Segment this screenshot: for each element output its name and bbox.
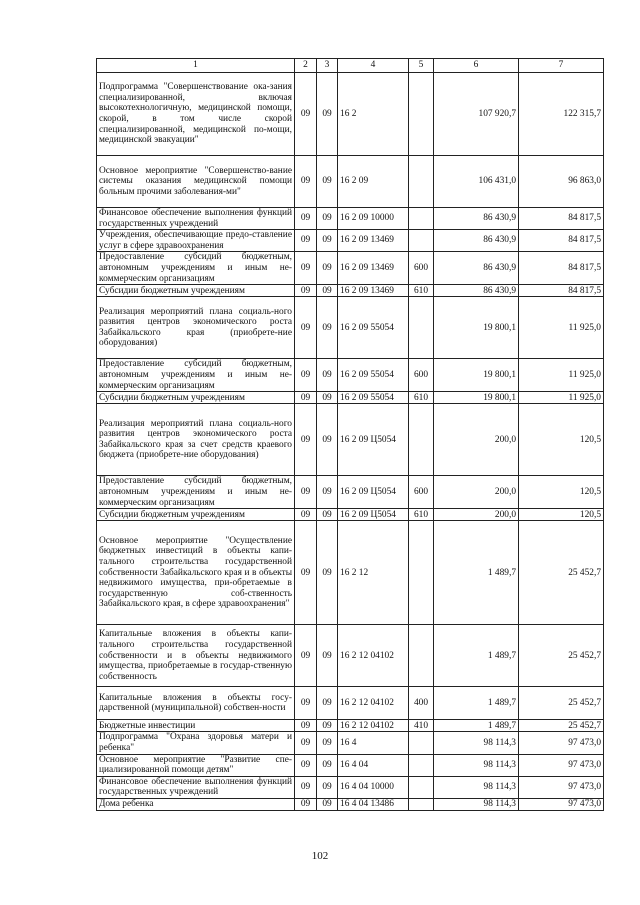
row-name: Субсидии бюджетным учреждениям bbox=[97, 392, 295, 404]
table-row bbox=[97, 754, 604, 776]
row-name: Финансовое обеспечение выполнения функций государственных учреждений bbox=[97, 776, 295, 798]
row-target-article: 16 2 09 Ц5054 bbox=[338, 509, 409, 521]
row-section: 09 bbox=[295, 252, 317, 285]
row-target-article: 16 2 12 bbox=[338, 521, 409, 625]
row-amount-year-2: 97 473,0 bbox=[519, 776, 604, 798]
row-amount-year-2: 11 925,0 bbox=[519, 297, 604, 359]
row-target-article: 16 2 09 55054 bbox=[338, 392, 409, 404]
col-header-6: 6 bbox=[434, 59, 519, 73]
row-amount-year-1: 86 430,9 bbox=[434, 252, 519, 285]
row-amount-year-2: 84 817,5 bbox=[519, 230, 604, 252]
row-subsection: 09 bbox=[317, 720, 338, 732]
table-row bbox=[97, 720, 604, 732]
table-row bbox=[97, 625, 604, 687]
row-name: Подпрограмма "Охрана здоровья матери и ребенка" bbox=[97, 732, 295, 754]
row-amount-year-2: 25 452,7 bbox=[519, 687, 604, 720]
row-amount-year-2: 25 452,7 bbox=[519, 521, 604, 625]
row-section: 09 bbox=[295, 392, 317, 404]
row-name: Финансовое обеспечение выполнения функций государственных учреждений bbox=[97, 208, 295, 230]
table-row bbox=[97, 156, 604, 208]
row-subsection: 09 bbox=[317, 156, 338, 208]
row-section: 09 bbox=[295, 297, 317, 359]
row-amount-year-2: 84 817,5 bbox=[519, 252, 604, 285]
row-expense-type: 400 bbox=[409, 687, 434, 720]
table-row bbox=[97, 230, 604, 252]
row-subsection: 09 bbox=[317, 404, 338, 476]
row-section: 09 bbox=[295, 720, 317, 732]
row-amount-year-1: 107 920,7 bbox=[434, 73, 519, 156]
row-amount-year-2: 97 473,0 bbox=[519, 754, 604, 776]
row-section: 09 bbox=[295, 208, 317, 230]
row-amount-year-1: 200,0 bbox=[434, 476, 519, 509]
table-row bbox=[97, 798, 604, 810]
row-name: Субсидии бюджетным учреждениям bbox=[97, 509, 295, 521]
header-row bbox=[97, 59, 604, 73]
row-section: 09 bbox=[295, 476, 317, 509]
row-subsection: 09 bbox=[317, 285, 338, 297]
row-section: 09 bbox=[295, 73, 317, 156]
row-amount-year-1: 98 114,3 bbox=[434, 798, 519, 810]
row-amount-year-2: 122 315,7 bbox=[519, 73, 604, 156]
row-expense-type bbox=[409, 404, 434, 476]
row-amount-year-2: 84 817,5 bbox=[519, 208, 604, 230]
row-subsection: 09 bbox=[317, 521, 338, 625]
row-name: Основное мероприятие "Совершенство-вание системы оказания медицинской помощи больным прочими заболевания-ми" bbox=[97, 156, 295, 208]
row-target-article: 16 2 bbox=[338, 73, 409, 156]
row-amount-year-2: 25 452,7 bbox=[519, 720, 604, 732]
row-expense-type bbox=[409, 297, 434, 359]
row-amount-year-2: 25 452,7 bbox=[519, 625, 604, 687]
row-amount-year-1: 1 489,7 bbox=[434, 720, 519, 732]
row-amount-year-1: 98 114,3 bbox=[434, 754, 519, 776]
row-subsection: 09 bbox=[317, 230, 338, 252]
row-amount-year-1: 98 114,3 bbox=[434, 776, 519, 798]
row-target-article: 16 2 09 Ц5054 bbox=[338, 476, 409, 509]
row-section: 09 bbox=[295, 776, 317, 798]
col-header-4: 4 bbox=[338, 59, 409, 73]
row-name: Подпрограмма "Совершенствование ока-зания специализированной, включая высокотехнологичную, медицинской помощи, скорой, в том числе скорой специализированной, медицинской по-мощи, медицинской эвакуации" bbox=[97, 73, 295, 156]
row-subsection: 09 bbox=[317, 359, 338, 392]
row-amount-year-2: 11 925,0 bbox=[519, 392, 604, 404]
col-header-1: 1 bbox=[97, 59, 295, 73]
row-name: Предоставление субсидий бюджетным, автономным учреждениям и иным не-коммерческим организациям bbox=[97, 252, 295, 285]
row-name: Основное мероприятие "Развитие спе-циализированной помощи детям" bbox=[97, 754, 295, 776]
row-subsection: 09 bbox=[317, 776, 338, 798]
row-target-article: 16 2 09 55054 bbox=[338, 297, 409, 359]
row-amount-year-2: 84 817,5 bbox=[519, 285, 604, 297]
col-header-5: 5 bbox=[409, 59, 434, 73]
row-target-article: 16 2 09 55054 bbox=[338, 359, 409, 392]
row-amount-year-2: 11 925,0 bbox=[519, 359, 604, 392]
row-name: Капитальные вложения в объекты капи-тального строительства государственной собственности и в объекты недвижимого имущества, приобретаемые в государ-ственную собственность bbox=[97, 625, 295, 687]
row-amount-year-2: 97 473,0 bbox=[519, 732, 604, 754]
row-section: 09 bbox=[295, 798, 317, 810]
row-target-article: 16 2 09 13469 bbox=[338, 285, 409, 297]
row-target-article: 16 2 09 bbox=[338, 156, 409, 208]
table-row bbox=[97, 687, 604, 720]
row-name: Реализация мероприятий плана социаль-ного развития центров экономического роста Забайкальского края (приобрете-ние оборудования) bbox=[97, 297, 295, 359]
row-expense-type: 600 bbox=[409, 359, 434, 392]
row-section: 09 bbox=[295, 230, 317, 252]
row-expense-type: 610 bbox=[409, 392, 434, 404]
table-row bbox=[97, 404, 604, 476]
row-name: Бюджетные инвестиции bbox=[97, 720, 295, 732]
row-subsection: 09 bbox=[317, 252, 338, 285]
table-row bbox=[97, 285, 604, 297]
row-expense-type bbox=[409, 625, 434, 687]
row-expense-type bbox=[409, 776, 434, 798]
row-expense-type bbox=[409, 156, 434, 208]
table-row bbox=[97, 776, 604, 798]
row-subsection: 09 bbox=[317, 687, 338, 720]
row-target-article: 16 2 12 04102 bbox=[338, 720, 409, 732]
row-amount-year-1: 200,0 bbox=[434, 404, 519, 476]
row-name: Предоставление субсидий бюджетным, автономным учреждениям и иным не-коммерческим организациям bbox=[97, 476, 295, 509]
table-row bbox=[97, 208, 604, 230]
table-row bbox=[97, 509, 604, 521]
row-section: 09 bbox=[295, 285, 317, 297]
row-section: 09 bbox=[295, 732, 317, 754]
row-name: Капитальные вложения в объекты госу-дарственной (муниципальной) собствен-ности bbox=[97, 687, 295, 720]
row-section: 09 bbox=[295, 754, 317, 776]
row-expense-type bbox=[409, 521, 434, 625]
table-row bbox=[97, 359, 604, 392]
row-section: 09 bbox=[295, 359, 317, 392]
table-row bbox=[97, 252, 604, 285]
row-amount-year-2: 97 473,0 bbox=[519, 798, 604, 810]
row-amount-year-1: 106 431,0 bbox=[434, 156, 519, 208]
table-row bbox=[97, 476, 604, 509]
row-subsection: 09 bbox=[317, 754, 338, 776]
table-row bbox=[97, 392, 604, 404]
row-subsection: 09 bbox=[317, 732, 338, 754]
row-subsection: 09 bbox=[317, 476, 338, 509]
row-expense-type: 410 bbox=[409, 720, 434, 732]
row-target-article: 16 4 04 bbox=[338, 754, 409, 776]
row-target-article: 16 4 04 10000 bbox=[338, 776, 409, 798]
row-subsection: 09 bbox=[317, 625, 338, 687]
row-target-article: 16 4 bbox=[338, 732, 409, 754]
row-target-article: 16 2 09 13469 bbox=[338, 230, 409, 252]
row-target-article: 16 2 09 10000 bbox=[338, 208, 409, 230]
row-amount-year-1: 19 800,1 bbox=[434, 392, 519, 404]
row-expense-type bbox=[409, 798, 434, 810]
row-subsection: 09 bbox=[317, 509, 338, 521]
row-name: Реализация мероприятий плана социаль-ного развития центров экономического роста Забайкальского края за счет средств краевого бюджета (приобрете-ние оборудования) bbox=[97, 404, 295, 476]
row-expense-type bbox=[409, 732, 434, 754]
row-target-article: 16 2 12 04102 bbox=[338, 625, 409, 687]
row-subsection: 09 bbox=[317, 798, 338, 810]
row-amount-year-1: 200,0 bbox=[434, 509, 519, 521]
row-amount-year-1: 1 489,7 bbox=[434, 521, 519, 625]
row-amount-year-2: 120,5 bbox=[519, 404, 604, 476]
budget-table bbox=[96, 58, 604, 811]
table-row bbox=[97, 521, 604, 625]
row-target-article: 16 2 12 04102 bbox=[338, 687, 409, 720]
row-subsection: 09 bbox=[317, 73, 338, 156]
row-target-article: 16 2 09 Ц5054 bbox=[338, 404, 409, 476]
row-amount-year-1: 19 800,1 bbox=[434, 297, 519, 359]
col-header-2: 2 bbox=[295, 59, 317, 73]
row-section: 09 bbox=[295, 156, 317, 208]
row-amount-year-2: 120,5 bbox=[519, 509, 604, 521]
row-target-article: 16 4 04 13486 bbox=[338, 798, 409, 810]
row-amount-year-2: 120,5 bbox=[519, 476, 604, 509]
row-amount-year-1: 86 430,9 bbox=[434, 230, 519, 252]
table-row bbox=[97, 73, 604, 156]
row-name: Предоставление субсидий бюджетным, автономным учреждениям и иным не-коммерческим организациям bbox=[97, 359, 295, 392]
row-expense-type bbox=[409, 73, 434, 156]
row-section: 09 bbox=[295, 687, 317, 720]
table-row bbox=[97, 732, 604, 754]
row-section: 09 bbox=[295, 521, 317, 625]
row-name: Субсидии бюджетным учреждениям bbox=[97, 285, 295, 297]
row-subsection: 09 bbox=[317, 297, 338, 359]
row-expense-type bbox=[409, 208, 434, 230]
row-amount-year-1: 19 800,1 bbox=[434, 359, 519, 392]
col-header-7: 7 bbox=[519, 59, 604, 73]
row-amount-year-1: 86 430,9 bbox=[434, 285, 519, 297]
table-row bbox=[97, 297, 604, 359]
row-expense-type: 600 bbox=[409, 252, 434, 285]
row-section: 09 bbox=[295, 625, 317, 687]
row-amount-year-2: 96 863,0 bbox=[519, 156, 604, 208]
row-expense-type bbox=[409, 754, 434, 776]
row-section: 09 bbox=[295, 404, 317, 476]
row-amount-year-1: 1 489,7 bbox=[434, 625, 519, 687]
row-subsection: 09 bbox=[317, 208, 338, 230]
row-amount-year-1: 1 489,7 bbox=[434, 687, 519, 720]
row-expense-type bbox=[409, 230, 434, 252]
row-expense-type: 610 bbox=[409, 509, 434, 521]
row-amount-year-1: 98 114,3 bbox=[434, 732, 519, 754]
col-header-3: 3 bbox=[317, 59, 338, 73]
table-body bbox=[97, 73, 604, 811]
row-subsection: 09 bbox=[317, 392, 338, 404]
row-target-article: 16 2 09 13469 bbox=[338, 252, 409, 285]
row-name: Дома ребенка bbox=[97, 798, 295, 810]
row-name: Основное мероприятие "Осуществление бюджетных инвестиций в объекты капи-тального строительства государственной собственности Забайкальского края и в объекты недвижимого имущества, при-обретаемые в государственную соб-ственность Забайкальского края, в сфере здравоохранения" bbox=[97, 521, 295, 625]
row-expense-type: 610 bbox=[409, 285, 434, 297]
row-name: Учреждения, обеспечивающие предо-ставление услуг в сфере здравоохранения bbox=[97, 230, 295, 252]
page-number: 102 bbox=[311, 850, 329, 862]
row-expense-type: 600 bbox=[409, 476, 434, 509]
row-amount-year-1: 86 430,9 bbox=[434, 208, 519, 230]
row-section: 09 bbox=[295, 509, 317, 521]
